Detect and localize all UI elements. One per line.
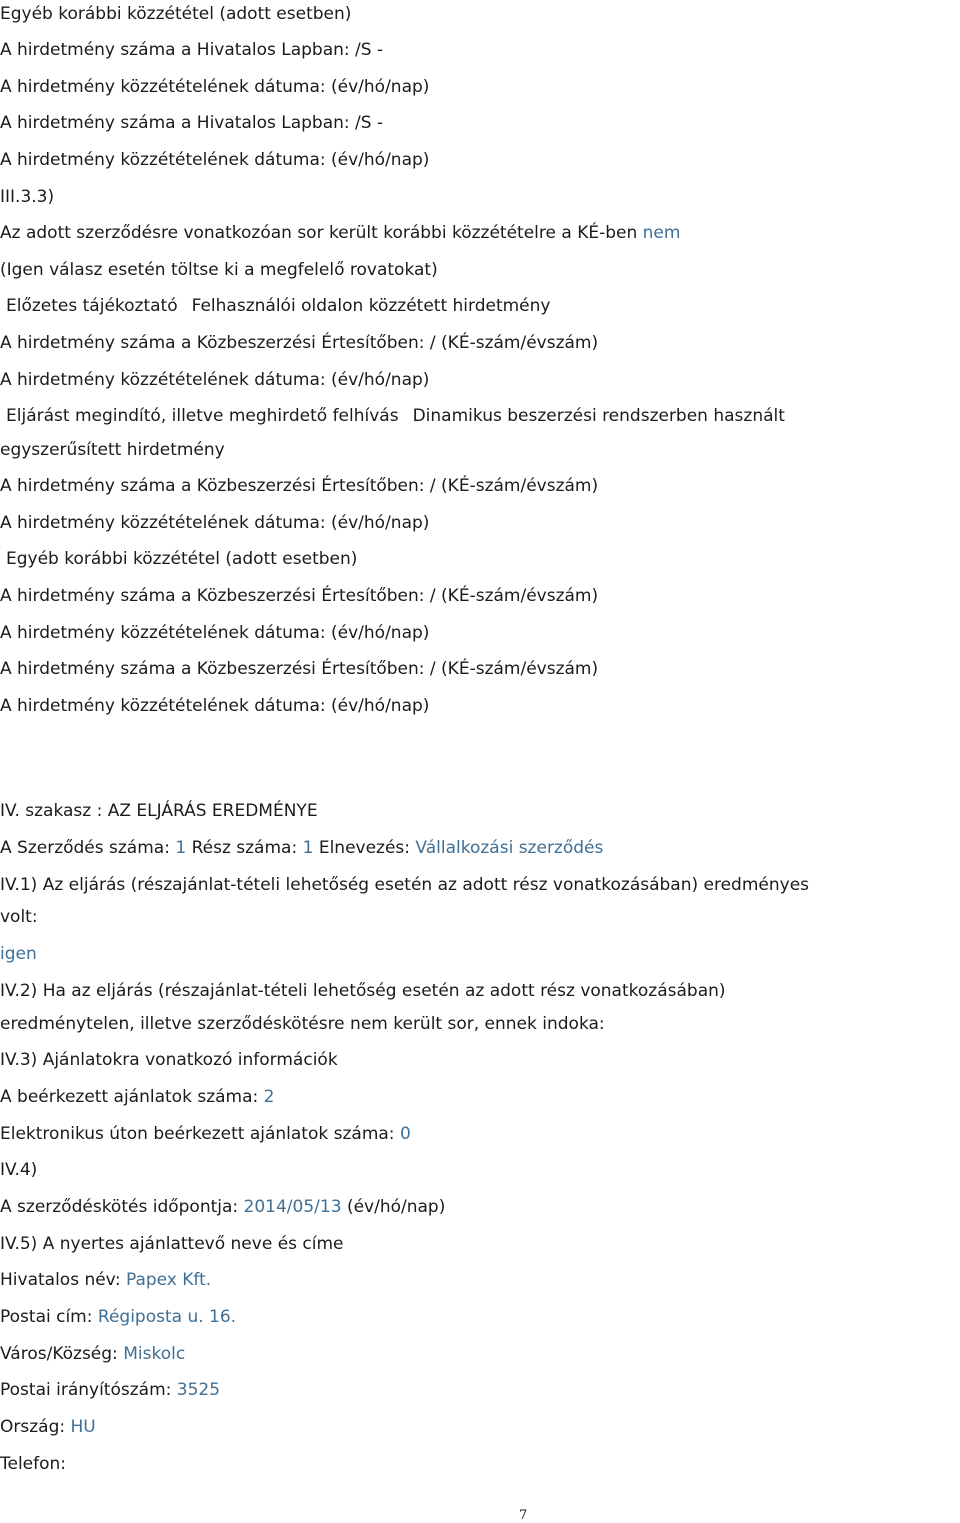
text-line: A hirdetmény száma a Közbeszerzési Értesítőben: / (KÉ-szám/évszám) (0, 333, 599, 353)
text-line: A hirdetmény száma a Közbeszerzési Értesítőben: / (KÉ-szám/évszám) (0, 659, 599, 679)
field-row (0, 1197, 445, 1217)
field-value: 2 (263, 1087, 275, 1107)
field-row (0, 1087, 274, 1107)
field-value: 1 (175, 838, 187, 858)
text-line: (Igen válasz esetén töltse ki a megfelelő rovatokat) (0, 260, 438, 280)
field-row (0, 1417, 96, 1437)
page-number: 7 (519, 1508, 528, 1523)
field-label: Ország: (0, 1417, 66, 1437)
text-line: A hirdetmény száma a Hivatalos Lapban: /S - (0, 40, 384, 60)
text-line: egyszerűsített hirdetmény (0, 440, 225, 460)
field-label: A beérkezett ajánlatok száma: (0, 1087, 259, 1107)
field-value: HU (70, 1417, 96, 1437)
field-label: Elnevezés: (318, 838, 411, 858)
field-row (0, 1454, 66, 1474)
field-value: Miskolc (123, 1344, 186, 1364)
text-line: A hirdetmény száma a Közbeszerzési Értesítőben: / (KÉ-szám/évszám) (0, 586, 599, 606)
text-line: A hirdetmény közzétételének dátuma: (év/hó/nap) (0, 150, 430, 170)
field-value: 2014/05/13 (243, 1197, 342, 1217)
field-value: nem (642, 223, 681, 243)
text-line: A hirdetmény közzétételének dátuma: (év/hó/nap) (0, 370, 430, 390)
field-label: Telefon: (0, 1454, 67, 1474)
field-label: Rész száma: (191, 838, 298, 858)
contract-info-row (0, 838, 603, 858)
field-row (0, 1124, 411, 1144)
field-value: Papex Kft. (125, 1270, 212, 1290)
text-line: A hirdetmény közzétételének dátuma: (év/hó/nap) (0, 77, 430, 97)
notice-type-row (6, 296, 550, 316)
text-line: A hirdetmény közzétételének dátuma: (év/hó/nap) (0, 513, 430, 533)
field-label: A Szerződés száma: (0, 838, 170, 858)
text-line: IV.4) (0, 1160, 38, 1180)
text-line: IV.1) Az eljárás (részajánlat-tételi lehetőség esetén az adott rész vonatkozásában) eredményes (0, 875, 810, 895)
field-value: 1 (302, 838, 314, 858)
text-line: eredménytelen, illetve szerződéskötésre nem került sor, ennek indoka: (0, 1014, 605, 1034)
field-label: Elektronikus úton beérkezett ajánlatok száma: (0, 1124, 395, 1144)
field-label: Az adott szerződésre vonatkozóan sor került korábbi közzétételre a KÉ-ben (0, 223, 638, 243)
text-line: Egyéb korábbi közzététel (adott esetben) (6, 549, 358, 569)
section-heading: IV. szakasz : AZ ELJÁRÁS EREDMÉNYE (0, 801, 318, 821)
field-row (0, 1344, 185, 1364)
field-value: 3525 (176, 1380, 221, 1400)
field-row (0, 1270, 211, 1290)
text-line: A hirdetmény közzétételének dátuma: (év/hó/nap) (0, 623, 430, 643)
text-line: volt: (0, 907, 38, 927)
text-line: A hirdetmény száma a Hivatalos Lapban: /S - (0, 113, 384, 133)
notice-type-3: Eljárást megindító, illetve meghirdető felhívás (6, 406, 399, 426)
previous-publication-row (0, 223, 680, 243)
field-label: A szerződéskötés időpontja: (0, 1197, 239, 1217)
field-value: Vállalkozási szerződés (415, 838, 604, 858)
field-suffix: (év/hó/nap) (346, 1197, 446, 1217)
field-label: Postai cím: (0, 1307, 93, 1327)
field-label: Város/Község: (0, 1344, 118, 1364)
text-line: Egyéb korábbi közzététel (adott esetben) (0, 4, 352, 24)
notice-type-row (6, 406, 785, 426)
notice-type-1: Előzetes tájékoztató (6, 296, 178, 316)
notice-type-4: Dinamikus beszerzési rendszerben használt (412, 406, 785, 426)
field-value: 0 (399, 1124, 411, 1144)
text-line: A hirdetmény száma a Közbeszerzési Értesítőben: / (KÉ-szám/évszám) (0, 476, 599, 496)
field-row (0, 1307, 236, 1327)
text-line: IV.5) A nyertes ajánlattevő neve és címe (0, 1234, 344, 1254)
field-label: Postai irányítószám: (0, 1380, 172, 1400)
text-line: IV.3) Ajánlatokra vonatkozó információk (0, 1050, 338, 1070)
field-label: Hivatalos név: (0, 1270, 121, 1290)
notice-type-2: Felhasználói oldalon közzétett hirdetmény (191, 296, 551, 316)
field-value: Régiposta u. 16. (97, 1307, 237, 1327)
field-row (0, 1380, 220, 1400)
text-line: A hirdetmény közzétételének dátuma: (év/hó/nap) (0, 696, 430, 716)
section-number: III.3.3) (0, 187, 55, 207)
field-value: igen (0, 944, 37, 964)
text-line: IV.2) Ha az eljárás (részajánlat-tételi lehetőség esetén az adott rész vonatkozásában) (0, 981, 726, 1001)
